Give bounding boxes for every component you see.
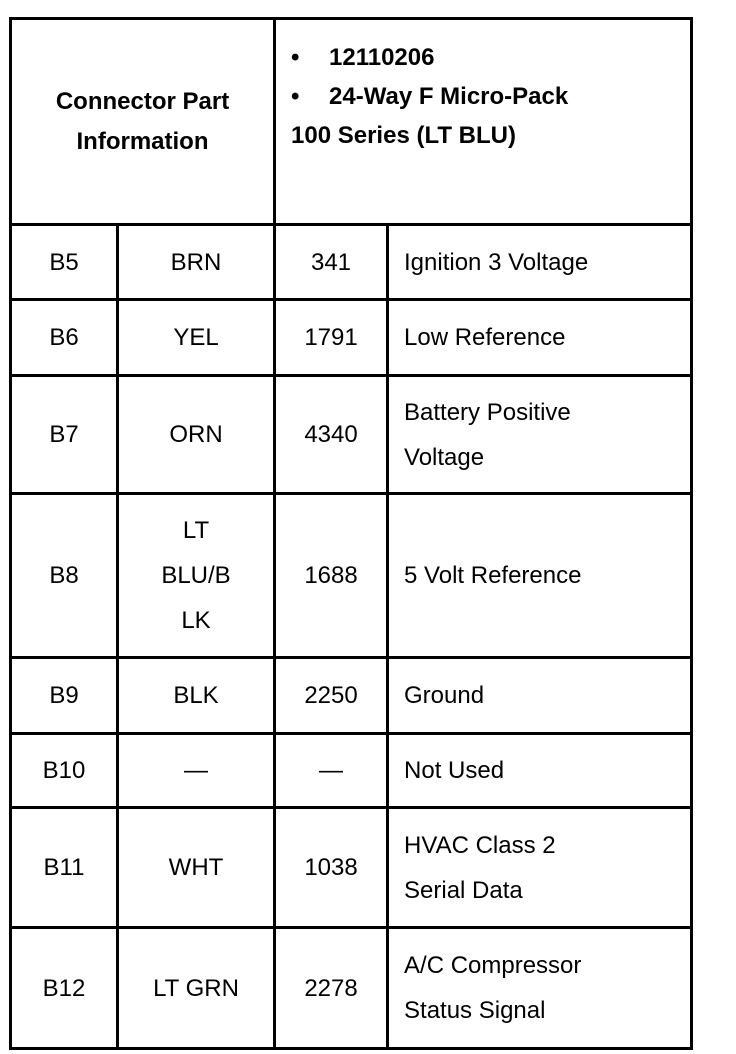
wire-color-line: LK [181,607,211,634]
circuit-cell: 2250 [275,658,388,734]
function-line: Low Reference [404,324,566,351]
circuit-cell: 2278 [275,928,388,1049]
wire-color-line: ORN [169,421,223,448]
table-row [11,300,692,376]
table-row [11,658,692,734]
wire-color-cell [118,658,275,734]
wire-color-line: BRN [170,248,222,276]
wire-color-line: LT [182,517,210,544]
circuit-cell: 1791 [275,300,388,376]
header-row [11,19,692,225]
wire-color-cell [118,376,275,494]
circuit-cell: — [275,734,388,808]
wire-color-line: LT GRN [153,974,239,1002]
pin-cell: B7 [11,376,118,494]
table-row [11,808,692,928]
function-line: Ground [404,682,485,709]
wire-color-line: YEL [173,324,219,351]
circuit-cell: 341 [275,225,388,300]
wire-color-line: BLK [173,682,219,709]
pin-cell: B5 [11,225,118,300]
wire-color-cell [118,928,275,1049]
header-left-line2: Information [76,127,209,155]
function-line: A/C Compressor [404,952,582,979]
function-cell [388,658,692,734]
function-line: 5 Volt Reference [404,562,582,589]
pin-cell: B6 [11,300,118,376]
function-cell [388,225,692,300]
circuit-cell: 1038 [275,808,388,928]
function-line: Battery Positive [404,398,571,426]
circuit-cell: 4340 [275,376,388,494]
pin-cell: B11 [11,808,118,928]
circuit-cell: 1688 [275,494,388,658]
function-line: Voltage [404,443,485,471]
function-cell [388,808,692,928]
table-row [11,494,692,658]
connector-series: 100 Series (LT BLU) [291,122,516,149]
connector-part-info-label [11,19,275,225]
function-cell [388,300,692,376]
wire-color-cell [118,808,275,928]
function-line: Serial Data [404,876,523,904]
wire-color-cell [118,225,275,300]
function-line: HVAC Class 2 [404,831,556,859]
connector-type: 24-Way F Micro-Pack [329,83,569,110]
pin-cell: B10 [11,734,118,808]
part-number-item [291,38,690,77]
wire-color-line: BLU/B [161,562,231,589]
function-cell [388,928,692,1049]
table-row [11,734,692,808]
function-cell [388,494,692,658]
wire-color-cell [118,734,275,808]
table-row [11,376,692,494]
connector-table [9,17,693,1050]
wire-color-line: WHT [168,854,224,881]
bullet-icon: • [291,44,300,71]
table-row [11,225,692,300]
function-cell [388,376,692,494]
table-row [11,928,692,1049]
function-line: Status Signal [404,997,546,1024]
pin-cell: B8 [11,494,118,658]
wire-color-cell [118,494,275,658]
header-left-line1: Connector Part [55,87,230,115]
connector-part-details [275,19,692,225]
connector-type-item [291,77,690,116]
function-cell [388,734,692,808]
bullet-icon: • [291,83,300,110]
pin-cell: B9 [11,658,118,734]
part-number: 12110206 [329,44,435,71]
wire-color-cell [118,300,275,376]
function-line: Not Used [404,757,505,784]
function-line: Ignition 3 Voltage [404,248,589,276]
wire-color-line: — [184,757,208,784]
pin-cell: B12 [11,928,118,1049]
